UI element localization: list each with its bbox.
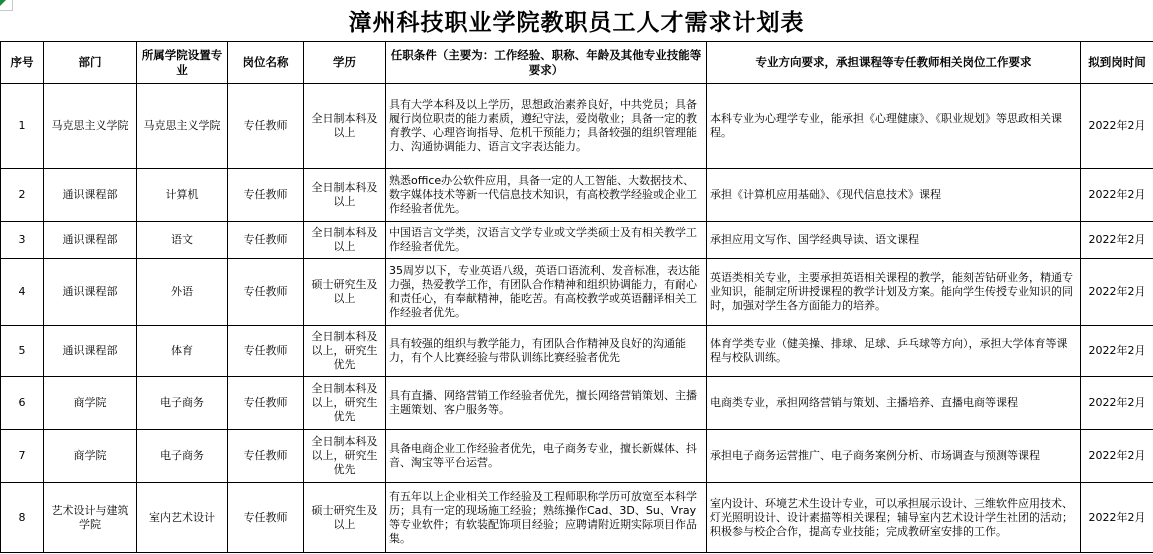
cell-dir[interactable]: 体育学类专业（健美操、排球、足球、乒乓球等方向），承担大学体育等课程与校队训练。 — [707, 326, 1081, 377]
cell-date[interactable]: 2022年2月 — [1081, 259, 1153, 326]
table-row — [1, 326, 1153, 377]
cell-edu[interactable]: 硕士研究生及以上 — [304, 259, 386, 326]
cell-post[interactable]: 专任教师 — [228, 222, 304, 259]
cell-dir[interactable]: 承担电子商务运营推广、电子商务案例分析、市场调查与预测等课程 — [707, 430, 1081, 483]
header-req[interactable]: 任职条件（主要为：工作经验、职称、年龄及其他专业技能等要求） — [386, 42, 707, 84]
cell-dir[interactable]: 本科专业为心理学专业，能承担《心理健康》、《职业规划》等思政相关课程。 — [707, 84, 1081, 169]
cell-req[interactable]: 具有直播、网络营销工作经验者优先，擅长网络营销策划、主播主题策划、客户服务等。 — [386, 377, 707, 430]
cell-major[interactable]: 外语 — [137, 259, 228, 326]
cell-req[interactable]: 具有大学本科及以上学历，思想政治素养良好，中共党员；具备履行岗位职责的能力素质，遵纪守法，爱岗敬业；具备一定的教育教学、心理咨询指导、危机干预能力；具备较强的组织管理能力、沟通协调能力、语言文字表达能力。 — [386, 84, 707, 169]
staffing-table — [0, 41, 1153, 553]
cell-edu[interactable]: 全日制本科及以上，研究生优先 — [304, 377, 386, 430]
cell-seq[interactable]: 1 — [1, 84, 44, 169]
cell-post[interactable]: 专任教师 — [228, 483, 304, 553]
cell-edu[interactable]: 全日制本科及以上 — [304, 169, 386, 222]
cell-dir[interactable]: 英语类相关专业，主要承担英语相关课程的教学，能刻苦钻研业务，精通专业知识，能制定所讲授课程的教学计划及方案。能向学生传授专业知识的同时，加强对学生各方面能力的培养。 — [707, 259, 1081, 326]
cell-dept[interactable]: 通识课程部 — [44, 169, 137, 222]
header-edu[interactable]: 学历 — [304, 42, 386, 84]
cell-major[interactable]: 计算机 — [137, 169, 228, 222]
cell-dir[interactable]: 电商类专业，承担网络营销与策划、主播培养、直播电商等课程 — [707, 377, 1081, 430]
header-major[interactable]: 所属学院设置专业 — [137, 42, 228, 84]
cell-post[interactable]: 专任教师 — [228, 430, 304, 483]
header-row — [1, 42, 1153, 84]
cell-date[interactable]: 2022年2月 — [1081, 326, 1153, 377]
cell-dir[interactable]: 室内设计、环境艺术生设计专业，可以承担展示设计、三维软件应用技术、灯光照明设计、设计素描等相关课程；辅导室内艺术设计学生社团的活动；积极参与校企合作，提高专业技能；完成教研室安排的工作。 — [707, 483, 1081, 553]
cell-dept[interactable]: 商学院 — [44, 430, 137, 483]
header-seq[interactable]: 序号 — [1, 42, 44, 84]
cell-edu[interactable]: 全日制本科及以上 — [304, 222, 386, 259]
cell-req[interactable]: 中国语言文学类，汉语言文学专业或文学类硕士及有相关教学工作经验者优先。 — [386, 222, 707, 259]
cell-major[interactable]: 体育 — [137, 326, 228, 377]
cell-req[interactable]: 有五年以上企业相关工作经验及工程师职称学历可放宽至本科学历；具有一定的现场施工经验；熟练操作Cad、3D、Su、Vray等专业软件；有软装配饰项目经验；应聘请附近期实际项目作品集。 — [386, 483, 707, 553]
sheet-title: 漳州科技职业学院教职员工人才需求计划表 — [348, 9, 805, 36]
cell-dept[interactable]: 通识课程部 — [44, 222, 137, 259]
table-row — [1, 483, 1153, 553]
cell-dept[interactable]: 商学院 — [44, 377, 137, 430]
table-row — [1, 222, 1153, 259]
cell-dept[interactable]: 艺术设计与建筑学院 — [44, 483, 137, 553]
cell-post[interactable]: 专任教师 — [228, 326, 304, 377]
cell-post[interactable]: 专任教师 — [228, 377, 304, 430]
cell-post[interactable]: 专任教师 — [228, 84, 304, 169]
table-row — [1, 259, 1153, 326]
cell-req[interactable]: 35周岁以下，专业英语八级，英语口语流利、发音标准，表达能力强，热爱教学工作，有团队合作精神和组织协调能力，有耐心和责任心，有奉献精神，能吃苦。有高校教学或英语翻译相关工作经验者优先。 — [386, 259, 707, 326]
cell-edu[interactable]: 全日制本科及以上，研究生优先 — [304, 430, 386, 483]
cell-edu[interactable]: 硕士研究生及以上 — [304, 483, 386, 553]
table-row — [1, 377, 1153, 430]
cell-dir[interactable]: 承担《计算机应用基础》、《现代信息技术》课程 — [707, 169, 1081, 222]
cell-post[interactable]: 专任教师 — [228, 259, 304, 326]
cell-req[interactable]: 具有较强的组织与教学能力，有团队合作精神及良好的沟通能力，有个人比赛经验与带队训练比赛经验者优先 — [386, 326, 707, 377]
cell-seq[interactable]: 7 — [1, 430, 44, 483]
cell-seq[interactable]: 5 — [1, 326, 44, 377]
cell-major[interactable]: 电子商务 — [137, 377, 228, 430]
cell-edu[interactable]: 全日制本科及以上，研究生优先 — [304, 326, 386, 377]
cell-date[interactable]: 2022年2月 — [1081, 222, 1153, 259]
cell-seq[interactable]: 8 — [1, 483, 44, 553]
cell-dept[interactable]: 通识课程部 — [44, 326, 137, 377]
cell-major[interactable]: 语文 — [137, 222, 228, 259]
cell-dept[interactable]: 马克思主义学院 — [44, 84, 137, 169]
cell-dir[interactable]: 承担应用文写作、国学经典导读、语文课程 — [707, 222, 1081, 259]
cell-date[interactable]: 2022年2月 — [1081, 84, 1153, 169]
cell-req[interactable]: 具备电商企业工作经验者优先，电子商务专业，擅长新媒体、抖音、淘宝等平台运营。 — [386, 430, 707, 483]
cell-date[interactable]: 2022年2月 — [1081, 377, 1153, 430]
title-row — [0, 0, 1153, 42]
header-dept[interactable]: 部门 — [44, 42, 137, 84]
cell-date[interactable]: 2022年2月 — [1081, 169, 1153, 222]
cell-seq[interactable]: 2 — [1, 169, 44, 222]
cell-date[interactable]: 2022年2月 — [1081, 483, 1153, 553]
header-post[interactable]: 岗位名称 — [228, 42, 304, 84]
header-date[interactable]: 拟到岗时间 — [1081, 42, 1153, 84]
cell-seq[interactable]: 6 — [1, 377, 44, 430]
cell-seq[interactable]: 3 — [1, 222, 44, 259]
cell-major[interactable]: 电子商务 — [137, 430, 228, 483]
header-dir[interactable]: 专业方向要求，承担课程等专任教师相关岗位工作要求 — [707, 42, 1081, 84]
table-row — [1, 84, 1153, 169]
table-row — [1, 430, 1153, 483]
table-row — [1, 169, 1153, 222]
cell-seq[interactable]: 4 — [1, 259, 44, 326]
cell-post[interactable]: 专任教师 — [228, 169, 304, 222]
cell-edu[interactable]: 全日制本科及以上 — [304, 84, 386, 169]
cell-major[interactable]: 马克思主义学院 — [137, 84, 228, 169]
cell-req[interactable]: 熟悉office办公软件应用，具备一定的人工智能、大数据技术、数字媒体技术等新一代信息技术知识，有高校教学经验或企业工作经验者优先。 — [386, 169, 707, 222]
cell-date[interactable]: 2022年2月 — [1081, 430, 1153, 483]
cell-dept[interactable]: 通识课程部 — [44, 259, 137, 326]
cell-major[interactable]: 室内艺术设计 — [137, 483, 228, 553]
